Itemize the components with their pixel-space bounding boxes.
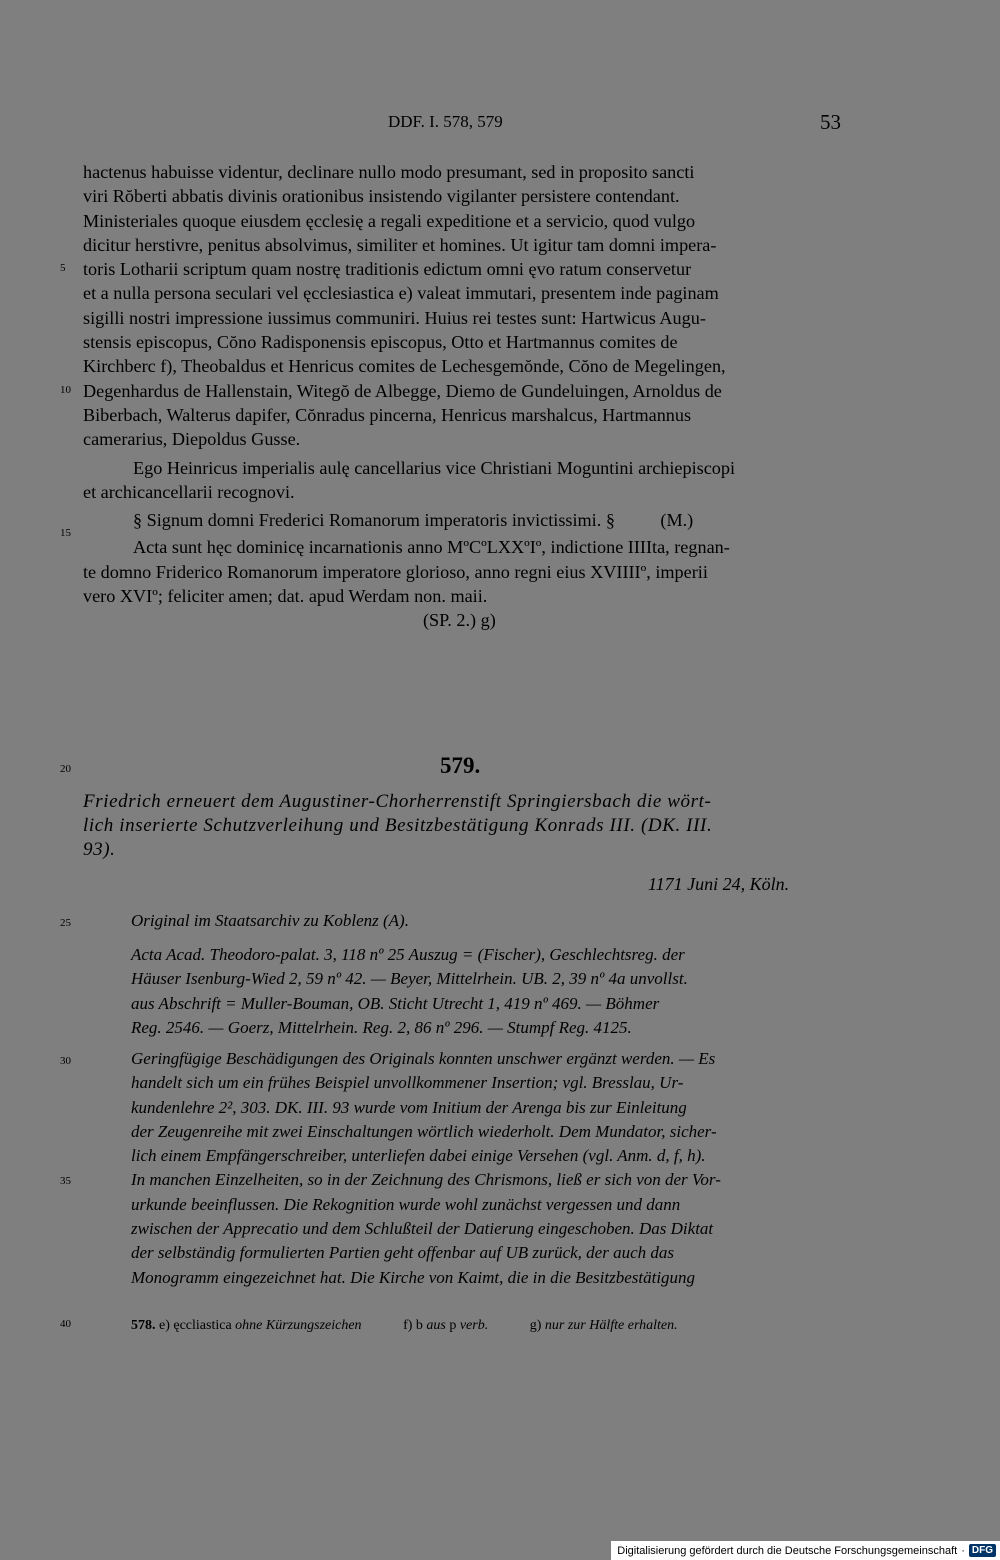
regest-line: Friedrich erneuert dem Augustiner-Chorherrenstift Springiersbach die wört- — [83, 791, 712, 812]
line-number: 25 — [60, 917, 71, 929]
line-number: 5 — [60, 262, 66, 274]
footnote-f — [403, 1318, 492, 1333]
text-line: toris Lotharii scriptum quam nostrę traditionis edictum omni ęvo ratum conservetur — [83, 259, 692, 280]
text-line: vero XVIº; feliciter amen; dat. apud Werdam non. maii. — [83, 586, 488, 607]
commentary — [131, 1047, 843, 1290]
footnote-e — [131, 1318, 365, 1333]
credit-text: Digitalisierung gefördert durch die Deutsche Forschungsgemeinschaft — [617, 1544, 958, 1557]
text-line: Biberbach, Walterus dapifer, Cŏnradus pincerna, Henricus marshalcus, Hartmannus — [83, 404, 692, 425]
seal-note: (SP. 2.) g) — [423, 610, 496, 631]
commentary-line: handelt sich um ein frühes Beispiel unvollkommener Insertion; vgl. Bresslau, Ur- — [131, 1073, 684, 1093]
text-line: camerarius, Diepoldus Gusse. — [83, 429, 301, 450]
editions — [131, 943, 843, 1040]
regest — [83, 790, 843, 862]
footnotes — [131, 1318, 716, 1334]
document-number: 579. — [440, 753, 481, 778]
footnote-label: f) b — [403, 1318, 423, 1333]
regest-line: lich inserierte Schutzverleihung und Besitzbestätigung Konrads III. (DK. III. — [83, 815, 713, 836]
footnote-note: ohne Kürzungszeichen — [235, 1318, 362, 1333]
edition-line: Acta Acad. Theodoro-palat. 3, 118 nº 25 Auszug = (Fischer), Geschlechtsreg. der — [131, 945, 685, 964]
footnote-label: g) — [529, 1318, 542, 1333]
page-number: 53 — [820, 110, 841, 134]
edition-line: Häuser Isenburg-Wied 2, 59 nº 42. — Beyer, Mittelrhein. UB. 2, 39 nº 4a unvollst. — [131, 969, 688, 989]
separator-dot: · — [961, 1544, 965, 1557]
footnote-label: e) ęccliastica — [159, 1318, 232, 1333]
line-number: 35 — [60, 1175, 71, 1187]
footnote-doc-ref: 578. — [131, 1318, 156, 1333]
text-line: viri Rŏberti abbatis divinis orationibus insistendo vigilanter persistere contendant. — [83, 186, 680, 207]
text-line: stensis episcopus, Cŏno Radisponensis episcopus, Otto et Hartmannus comites de — [83, 332, 678, 353]
date-place: 1171 Juni 24, Köln. — [648, 874, 790, 894]
text-line: sigilli nostri impressione iussimus communiri. Huius rei testes sunt: Hartwicus Augu- — [83, 307, 706, 328]
line-number: 10 — [60, 384, 71, 396]
text-line: et archicancellarii recognovi. — [83, 481, 295, 502]
text-line: Degenhardus de Hallenstain, Witegŏ de Albegge, Diemo de Gundeluingen, Arnoldus de — [83, 380, 722, 401]
running-header: DDF. I. 578, 579 — [388, 112, 503, 131]
recognition-line: Ego Heinricus imperialis aulę cancellarius vice Christiani Moguntini archiepiscopi — [133, 457, 736, 478]
dfg-logo-icon: DFG — [969, 1544, 996, 1557]
line-number: 20 — [60, 763, 71, 775]
text-line: Ministeriales quoque eiusdem ęcclesię a regali expeditione et a servicio, quod vulgo — [83, 210, 696, 231]
footnote-note: verb. — [459, 1318, 489, 1333]
commentary-line: urkunde beeinflussen. Die Rekognition wurde wohl zunächst vergessen und dann — [131, 1194, 681, 1214]
text-line: et a nulla persona seculari vel ęcclesiastica e) valeat immutari, presentem inde paginam — [83, 283, 719, 304]
text-line: dicitur herstivre, penitus absolvimus, similiter et homines. Ut igitur tam domni impera- — [83, 234, 717, 255]
text-line: hactenus habuisse videntur, declinare nullo modo presumant, sed in proposito sancti — [83, 162, 695, 182]
commentary-line: zwischen der Apprecatio und dem Schlußteil der Datierung eingeschoben. Das Diktat — [131, 1219, 714, 1239]
line-number: 30 — [60, 1055, 71, 1067]
commentary-line: Geringfügige Beschädigungen des Originals konnten unschwer ergänzt werden. — Es — [131, 1049, 716, 1068]
footnote-note: nur zur Hälfte erhalten. — [544, 1318, 678, 1333]
line-number: 40 — [60, 1318, 71, 1330]
original-line: Original im Staatsarchiv zu Koblenz (A). — [131, 911, 409, 930]
commentary-line: kundenlehre 2², 303. DK. III. 93 wurde vom Initium der Arenga bis zur Einleitung — [131, 1097, 687, 1117]
text-line: te domno Friderico Romanorum imperatore glorioso, anno regni eius XVIIIIº, imperii — [83, 561, 708, 582]
text-line: Kirchberc f), Theobaldus et Henricus comites de Lechesgemŏnde, Cŏno de Megelingen, — [83, 356, 726, 377]
footnote-note: aus — [426, 1318, 446, 1333]
funding-credit — [611, 1541, 1000, 1560]
line-number: 15 — [60, 527, 71, 539]
footnote-g — [530, 1318, 678, 1333]
dating-line: Acta sunt hęc dominicę incarnationis anno MºCºLXXºIº, indictione IIIIta, regnan- — [133, 537, 730, 558]
footnote-text: p — [449, 1318, 457, 1333]
commentary-line: In manchen Einzelheiten, so in der Zeichnung des Chrismons, ließ er sich von der Vor- — [131, 1170, 721, 1190]
commentary-line: lich einem Empfängerschreiber, unterliefen dabei einige Versehen (vgl. Anm. d, f, h). — [131, 1146, 706, 1166]
commentary-line: der selbständig formulierten Partien geht offenbar auf UB zurück, der auch das — [131, 1243, 674, 1263]
commentary-line: der Zeugenreihe mit zwei Einschaltungen wörtlich wiederholt. Dem Mundator, sicher- — [131, 1121, 717, 1141]
commentary-line: Monogramm eingezeichnet hat. Die Kirche von Kaimt, die in die Besitzbestätigung — [131, 1267, 696, 1287]
regest-line: 93). — [83, 839, 116, 860]
edition-line: aus Abschrift = Muller-Bouman, OB. Sticht Utrecht 1, 419 nº 469. — Böhmer — [131, 993, 660, 1013]
charter-text — [83, 160, 843, 633]
original-note — [131, 909, 843, 933]
signum-line: § Signum domni Frederici Romanorum imperatoris invictissimi. § (M.) — [133, 510, 694, 531]
edition-line: Reg. 2546. — Goerz, Mittelrhein. Reg. 2, 86 nº 296. — Stumpf Reg. 4125. — [131, 1017, 632, 1037]
